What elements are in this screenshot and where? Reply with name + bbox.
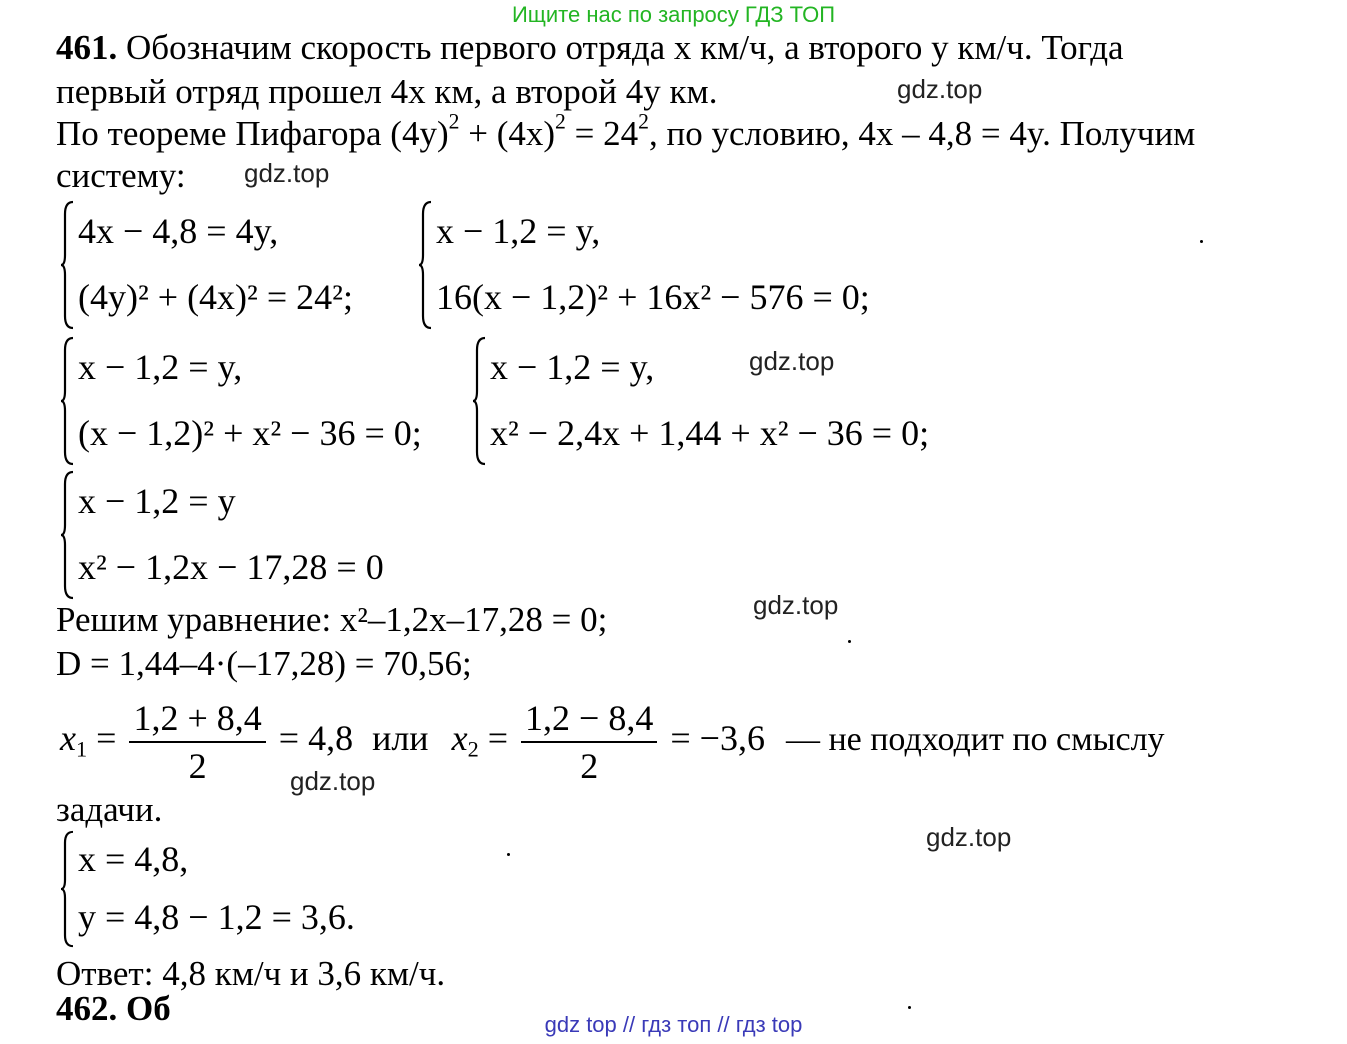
scan-speck	[1200, 240, 1203, 243]
scan-speck	[848, 640, 851, 643]
x1-denominator: 2	[188, 745, 207, 786]
system-1-row-2: (4y)² + (4x)² = 24²;	[78, 277, 353, 317]
site-watermark: gdz.top	[926, 822, 1012, 852]
exponent: 2	[638, 109, 649, 134]
x1-subscript: 1	[75, 736, 88, 762]
x2-note: — не подходит по смыслу	[785, 721, 1165, 758]
final-row-1: x = 4,8,	[78, 839, 189, 879]
pythagoras-line	[56, 109, 1196, 154]
equation-system-3	[60, 336, 460, 466]
top-watermark-banner: Ищите нас по запросу ГДЗ ТОП	[511, 2, 836, 27]
system-3-row-1: x − 1,2 = y,	[78, 347, 243, 387]
system-5-row-1: x − 1,2 = y	[78, 481, 236, 521]
scan-speck	[908, 1006, 911, 1009]
or-word: или	[372, 718, 429, 758]
scan-speck	[507, 853, 510, 856]
x2-value: = −3,6	[670, 718, 765, 758]
exponent: 2	[448, 109, 460, 134]
system-4-row-2: x² − 2,4x + 1,44 + x² − 36 = 0;	[490, 413, 930, 453]
problem-number: 461.	[56, 28, 118, 67]
system-1-row-1: 4x − 4,8 = 4y,	[78, 211, 279, 251]
x2-numerator: 1,2 − 8,4	[521, 695, 657, 743]
pyth-part-c: = 24	[565, 114, 639, 153]
problem-intro-line1	[56, 28, 1124, 68]
brace-icon	[60, 470, 74, 600]
brace-icon	[60, 830, 74, 948]
equation-system-2	[418, 200, 918, 330]
site-watermark: gdz.top	[753, 590, 839, 620]
answer-line: Ответ: 4,8 км/ч и 3,6 км/ч.	[56, 954, 446, 993]
x1-numerator: 1,2 + 8,4	[129, 695, 265, 743]
x2-subscript: 2	[467, 736, 479, 762]
site-watermark: gdz.top	[897, 74, 983, 104]
brace-icon	[418, 200, 432, 330]
x2-label: x	[451, 718, 468, 758]
pyth-part-d: , по условию, 4x – 4,8 = 4y. Получим	[648, 114, 1196, 153]
system-2-row-1: x − 1,2 = y,	[436, 211, 601, 251]
roots-line: $x_1$ = $\frac{1,2 + 8,4}{2}$ = 4,8 или $x_2$ = $\frac{1,2 - 8,4}{2}$ = −3,6 — не подходит по смыслу	[60, 690, 1165, 786]
pyth-part-a: По теореме Пифагора (4y)	[56, 114, 449, 153]
system-4-row-1: x − 1,2 = y,	[490, 347, 655, 387]
exponent: 2	[555, 109, 566, 134]
site-watermark: gdz.top	[749, 346, 835, 376]
problem-intro-line2: первый отряд прошел 4x км, а второй 4y км.	[56, 72, 718, 111]
equation-system-5	[60, 470, 460, 600]
system-label: систему:	[56, 156, 186, 195]
final-row-2: y = 4,8 − 1,2 = 3,6.	[78, 897, 355, 937]
equation-system-1	[60, 200, 400, 330]
final-system	[60, 830, 460, 948]
system-2-row-2: 16(x − 1,2)² + 16x² − 576 = 0;	[436, 277, 870, 317]
site-watermark: gdz.top	[290, 766, 376, 796]
discriminant-line: D = 1,44–4·(–17,28) = 70,56;	[56, 644, 472, 683]
pyth-part-b: + (4x)	[459, 114, 556, 153]
brace-icon	[60, 336, 74, 466]
x1-value: = 4,8	[278, 718, 354, 758]
intro-text: Обозначим скорость первого отряда x км/ч, а второго y км/ч. Тогда	[126, 28, 1124, 67]
equation-system-4	[472, 336, 992, 466]
x2-fraction	[521, 695, 657, 789]
system-3-row-2: (x − 1,2)² + x² − 36 = 0;	[78, 413, 422, 453]
brace-icon	[472, 336, 486, 466]
brace-icon	[60, 200, 74, 330]
solve-equation-line: Решим уравнение: x²–1,2x–17,28 = 0;	[56, 600, 608, 639]
next-problem-cut: 462. Об	[56, 989, 171, 1028]
bottom-watermark-banner: gdz top // гдз топ // гдз top	[544, 1012, 803, 1037]
site-watermark: gdz.top	[244, 158, 330, 188]
system-5-row-2: x² − 1,2x − 17,28 = 0	[78, 547, 384, 587]
x1-fraction	[129, 695, 265, 789]
x1-label: x	[60, 718, 76, 758]
x2-denominator: 2	[580, 745, 599, 786]
note-continuation: задачи.	[56, 790, 163, 829]
